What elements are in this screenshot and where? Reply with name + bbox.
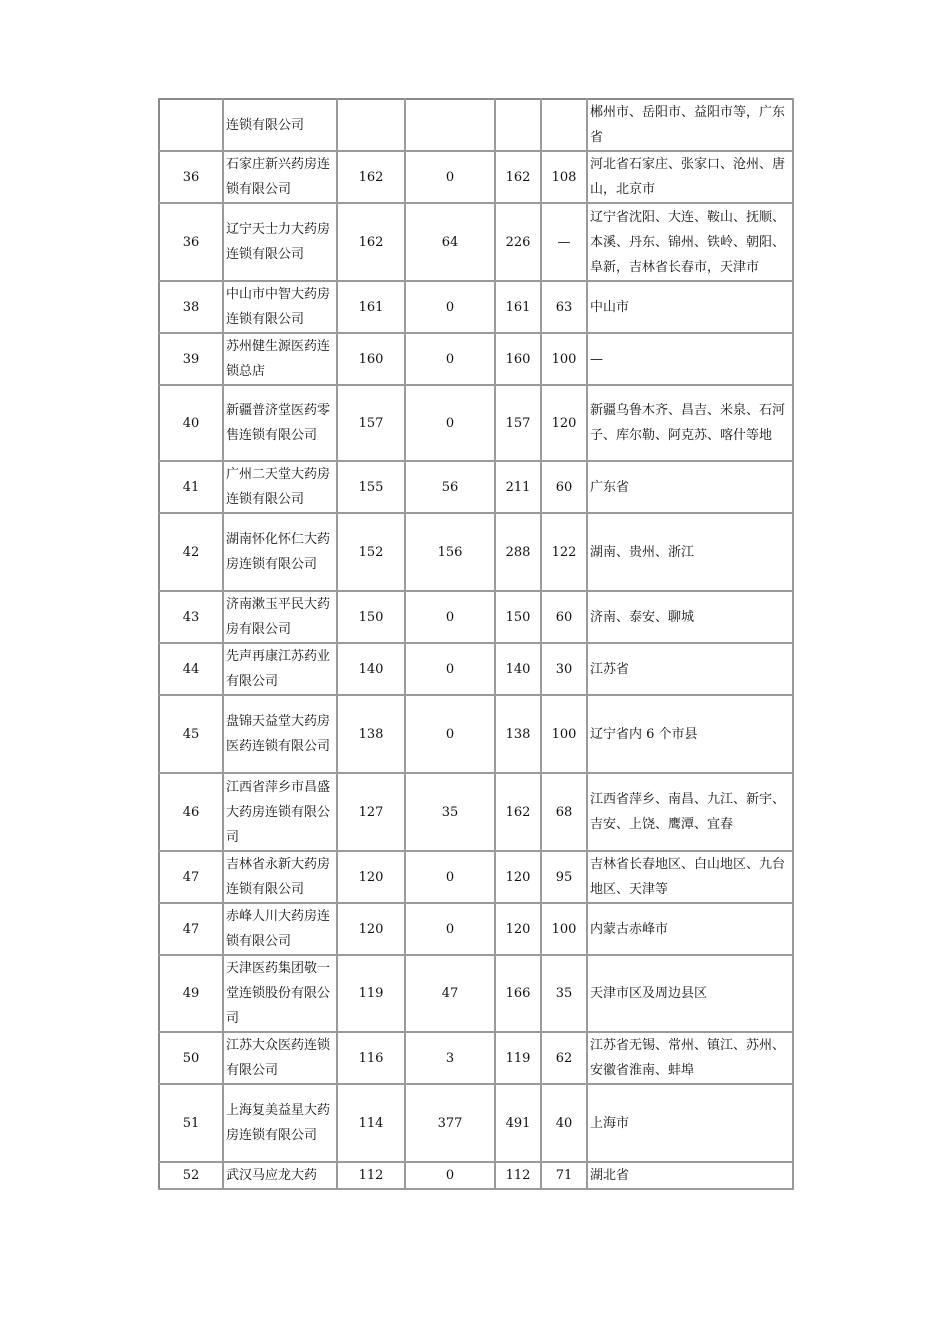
value-cell-d — [541, 99, 587, 151]
region-cell: 新疆乌鲁木齐、昌吉、米泉、石河子、库尔勒、阿克苏、喀什等地 — [587, 385, 793, 461]
region-cell: 湖北省 — [587, 1162, 793, 1189]
value-cell-d: 122 — [541, 513, 587, 591]
table-row — [159, 1084, 793, 1162]
rank-cell: 46 — [159, 773, 223, 851]
region-cell: 上海市 — [587, 1084, 793, 1162]
table-body — [159, 99, 793, 1189]
value-cell-d: 100 — [541, 903, 587, 955]
value-cell-c: 112 — [495, 1162, 541, 1189]
value-cell-c: 119 — [495, 1032, 541, 1084]
table-row — [159, 1032, 793, 1084]
value-cell-a: 150 — [337, 591, 405, 643]
value-cell-c — [495, 99, 541, 151]
region-cell: 湖南、贵州、浙江 — [587, 513, 793, 591]
value-cell-a: 152 — [337, 513, 405, 591]
company-name-cell: 天津医药集团敬一堂连锁股份有限公司 — [223, 955, 337, 1032]
rank-cell: 38 — [159, 281, 223, 333]
company-name-cell: 湖南怀化怀仁大药房连锁有限公司 — [223, 513, 337, 591]
value-cell-a: 114 — [337, 1084, 405, 1162]
value-cell-d: 40 — [541, 1084, 587, 1162]
value-cell-c: 140 — [495, 643, 541, 695]
region-cell: 江苏省无锡、常州、镇江、苏州、安徽省淮南、蚌埠 — [587, 1032, 793, 1084]
value-cell-b: 0 — [405, 851, 495, 903]
value-cell-d: 108 — [541, 151, 587, 203]
company-name-cell: 盘锦天益堂大药房医药连锁有限公司 — [223, 695, 337, 773]
value-cell-b: 0 — [405, 281, 495, 333]
rank-cell: 51 — [159, 1084, 223, 1162]
table-row — [159, 955, 793, 1032]
value-cell-b: 35 — [405, 773, 495, 851]
rank-cell: 47 — [159, 903, 223, 955]
value-cell-c: 161 — [495, 281, 541, 333]
company-name-cell: 连锁有限公司 — [223, 99, 337, 151]
rank-cell: 45 — [159, 695, 223, 773]
table-row — [159, 281, 793, 333]
rank-cell: 40 — [159, 385, 223, 461]
value-cell-b: 156 — [405, 513, 495, 591]
value-cell-a: 162 — [337, 203, 405, 281]
region-cell: 天津市区及周边县区 — [587, 955, 793, 1032]
value-cell-a: 155 — [337, 461, 405, 513]
region-cell: 江苏省 — [587, 643, 793, 695]
region-cell: 广东省 — [587, 461, 793, 513]
value-cell-b: 47 — [405, 955, 495, 1032]
table-row — [159, 851, 793, 903]
rank-cell: 50 — [159, 1032, 223, 1084]
table-row — [159, 591, 793, 643]
rank-cell: 41 — [159, 461, 223, 513]
company-name-cell: 赤峰人川大药房连锁有限公司 — [223, 903, 337, 955]
table-row — [159, 1162, 793, 1189]
value-cell-b: 0 — [405, 591, 495, 643]
value-cell-b: 56 — [405, 461, 495, 513]
company-name-cell: 江西省萍乡市昌盛大药房连锁有限公司 — [223, 773, 337, 851]
value-cell-a: 138 — [337, 695, 405, 773]
value-cell-d: 35 — [541, 955, 587, 1032]
table-row — [159, 643, 793, 695]
value-cell-b: 64 — [405, 203, 495, 281]
region-cell: 辽宁省沈阳、大连、鞍山、抚顺、本溪、丹东、锦州、铁岭、朝阳、阜新，吉林省长春市，天津市 — [587, 203, 793, 281]
value-cell-d: 100 — [541, 333, 587, 385]
company-name-cell: 先声再康江苏药业有限公司 — [223, 643, 337, 695]
value-cell-c: 288 — [495, 513, 541, 591]
table-row — [159, 333, 793, 385]
rank-cell: 47 — [159, 851, 223, 903]
value-cell-a — [337, 99, 405, 151]
region-cell: 内蒙古赤峰市 — [587, 903, 793, 955]
value-cell-b: 0 — [405, 151, 495, 203]
company-name-cell: 济南漱玉平民大药房有限公司 — [223, 591, 337, 643]
company-name-cell: 上海复美益星大药房连锁有限公司 — [223, 1084, 337, 1162]
company-name-cell: 辽宁天士力大药房连锁有限公司 — [223, 203, 337, 281]
value-cell-d: 63 — [541, 281, 587, 333]
value-cell-a: 140 — [337, 643, 405, 695]
value-cell-d: 100 — [541, 695, 587, 773]
value-cell-b: 0 — [405, 1162, 495, 1189]
value-cell-c: 120 — [495, 851, 541, 903]
value-cell-a: 119 — [337, 955, 405, 1032]
company-name-cell: 吉林省永新大药房连锁有限公司 — [223, 851, 337, 903]
value-cell-c: 162 — [495, 151, 541, 203]
region-cell: 河北省石家庄、张家口、沧州、唐山，北京市 — [587, 151, 793, 203]
value-cell-a: 120 — [337, 903, 405, 955]
company-name-cell: 石家庄新兴药房连锁有限公司 — [223, 151, 337, 203]
region-cell: 中山市 — [587, 281, 793, 333]
value-cell-d: 60 — [541, 461, 587, 513]
company-name-cell: 武汉马应龙大药 — [223, 1162, 337, 1189]
region-cell: 吉林省长春地区、白山地区、九台地区、天津等 — [587, 851, 793, 903]
region-cell: 郴州市、岳阳市、益阳市等，广东省 — [587, 99, 793, 151]
company-name-cell: 苏州健生源医药连锁总店 — [223, 333, 337, 385]
table-row — [159, 203, 793, 281]
region-cell: — — [587, 333, 793, 385]
rank-cell — [159, 99, 223, 151]
company-name-cell: 中山市中智大药房连锁有限公司 — [223, 281, 337, 333]
value-cell-b: 377 — [405, 1084, 495, 1162]
region-cell: 辽宁省内 6 个市县 — [587, 695, 793, 773]
value-cell-c: 160 — [495, 333, 541, 385]
rank-cell: 36 — [159, 203, 223, 281]
value-cell-c: 150 — [495, 591, 541, 643]
value-cell-d: 71 — [541, 1162, 587, 1189]
region-cell: 江西省萍乡、南昌、九江、新宇、吉安、上饶、鹰潭、宜春 — [587, 773, 793, 851]
value-cell-b: 0 — [405, 385, 495, 461]
value-cell-d: 95 — [541, 851, 587, 903]
table-row — [159, 385, 793, 461]
value-cell-a: 161 — [337, 281, 405, 333]
value-cell-a: 157 — [337, 385, 405, 461]
region-cell: 济南、泰安、聊城 — [587, 591, 793, 643]
value-cell-d: 60 — [541, 591, 587, 643]
value-cell-b — [405, 99, 495, 151]
table-row — [159, 695, 793, 773]
pharmacy-chain-table — [158, 98, 794, 1190]
rank-cell: 39 — [159, 333, 223, 385]
value-cell-b: 0 — [405, 695, 495, 773]
rank-cell: 42 — [159, 513, 223, 591]
table-row — [159, 903, 793, 955]
value-cell-b: 0 — [405, 903, 495, 955]
value-cell-c: 211 — [495, 461, 541, 513]
value-cell-a: 120 — [337, 851, 405, 903]
value-cell-b: 0 — [405, 333, 495, 385]
value-cell-c: 120 — [495, 903, 541, 955]
value-cell-c: 157 — [495, 385, 541, 461]
value-cell-d: 30 — [541, 643, 587, 695]
rank-cell: 43 — [159, 591, 223, 643]
company-name-cell: 江苏大众医药连锁有限公司 — [223, 1032, 337, 1084]
value-cell-a: 112 — [337, 1162, 405, 1189]
value-cell-c: 226 — [495, 203, 541, 281]
value-cell-c: 162 — [495, 773, 541, 851]
table-row — [159, 773, 793, 851]
value-cell-c: 138 — [495, 695, 541, 773]
table-row — [159, 151, 793, 203]
value-cell-c: 166 — [495, 955, 541, 1032]
value-cell-c: 491 — [495, 1084, 541, 1162]
table-row — [159, 461, 793, 513]
value-cell-d: 62 — [541, 1032, 587, 1084]
value-cell-a: 116 — [337, 1032, 405, 1084]
table-row — [159, 513, 793, 591]
rank-cell: 52 — [159, 1162, 223, 1189]
value-cell-b: 3 — [405, 1032, 495, 1084]
value-cell-a: 127 — [337, 773, 405, 851]
value-cell-d: 68 — [541, 773, 587, 851]
value-cell-a: 162 — [337, 151, 405, 203]
value-cell-b: 0 — [405, 643, 495, 695]
value-cell-a: 160 — [337, 333, 405, 385]
company-name-cell: 广州二天堂大药房连锁有限公司 — [223, 461, 337, 513]
value-cell-d: — — [541, 203, 587, 281]
rank-cell: 36 — [159, 151, 223, 203]
value-cell-d: 120 — [541, 385, 587, 461]
rank-cell: 49 — [159, 955, 223, 1032]
table-row — [159, 99, 793, 151]
rank-cell: 44 — [159, 643, 223, 695]
company-name-cell: 新疆普济堂医药零售连锁有限公司 — [223, 385, 337, 461]
